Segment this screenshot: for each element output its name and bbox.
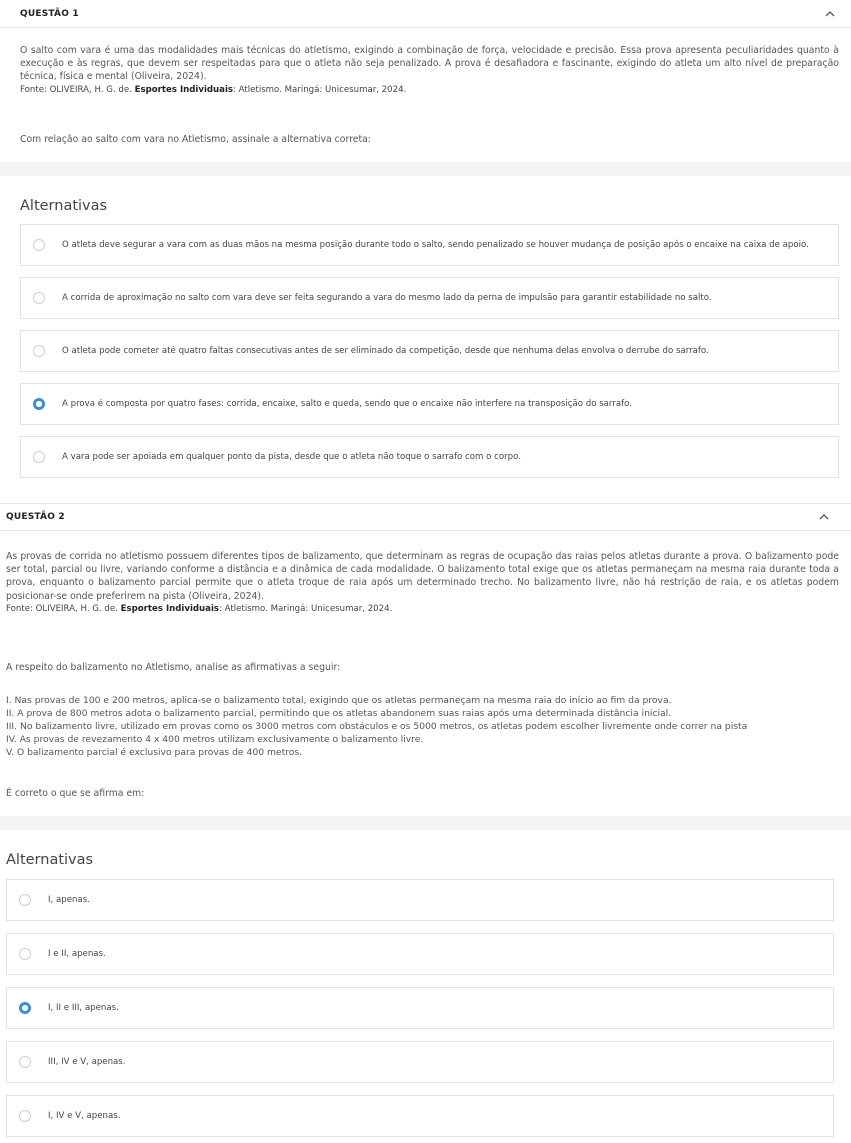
option-label: I, IV e V, apenas. bbox=[48, 1111, 121, 1121]
question-1-title: QUESTÃO 1 bbox=[20, 8, 79, 19]
q2-option-2[interactable] bbox=[6, 933, 834, 975]
question-1-body bbox=[20, 44, 839, 96]
radio-button[interactable] bbox=[19, 948, 31, 960]
chevron-up-icon[interactable] bbox=[821, 5, 839, 23]
q2-option-4[interactable] bbox=[6, 1041, 834, 1083]
question-2-title: QUESTÃO 2 bbox=[6, 512, 65, 522]
q1-option-5[interactable] bbox=[20, 436, 839, 478]
radio-button[interactable] bbox=[19, 1002, 31, 1014]
question-1-text: O salto com vara é uma das modalidades mais técnicas do atletismo, exigindo a combinação de força, velocidade e precisão. Essa prova apresenta peculiaridades quanto à execução e às regras, que devem ser respeitadas para que o atleta não seja penalizado. A prova é desafiadora e fascinante, exigindo do atleta um alto nível de preparação técnica, física e mental (Oliveira, 2024). bbox=[20, 45, 839, 83]
q2-option-1[interactable] bbox=[6, 879, 834, 921]
statement-v: V. O balizamento parcial é exclusivo para provas de 400 metros. bbox=[6, 747, 303, 759]
statement-iv: IV. As provas de revezamento 4 x 400 metros utilizam exclusivamente o balizamento livre. bbox=[6, 734, 424, 746]
question-1-prompt: Com relação ao salto com vara no Atletismo, assinale a alternativa correta: bbox=[20, 134, 371, 145]
question-2-closing: É correto o que se afirma em: bbox=[6, 788, 145, 799]
section-divider bbox=[0, 816, 851, 830]
statement-ii: II. A prova de 800 metros adota o balizamento parcial, permitindo que os atletas abandonem suas raias após uma determinada distância inicial. bbox=[6, 708, 672, 720]
radio-button[interactable] bbox=[33, 345, 45, 357]
question-2-text: As provas de corrida no atletismo possuem diferentes tipos de balizamento, que determinam as regras de ocupação das raias pelos atletas durante a prova. O balizamento pode ser total, parcial ou livre, variando conforme a distância e a dinâmica de cada modalidade. O balizamento total exige que os atletas permaneçam na mesma raia durante toda a prova, enquanto o balizamento parcial permite que o atleta troque de raia após um determinado trecho. No balizamento livre, não há restrição de raia, e os atletas podem posicionar-se onde preferirem na pista (Oliveira, 2024). bbox=[6, 551, 839, 602]
radio-button[interactable] bbox=[33, 451, 45, 463]
q1-option-4[interactable] bbox=[20, 383, 839, 425]
radio-button[interactable] bbox=[33, 292, 45, 304]
option-label: A prova é composta por quatro fases: corrida, encaixe, salto e queda, sendo que o encaixe não interfere na transposição do sarrafo. bbox=[62, 399, 632, 409]
option-label: A corrida de aproximação no salto com vara deve ser feita segurando a vara do mesmo lado da perna de impulsão para garantir estabilidade no salto. bbox=[62, 293, 712, 303]
question-2-header[interactable] bbox=[0, 503, 851, 531]
radio-button[interactable] bbox=[33, 239, 45, 251]
question-2-alternatives-title: Alternativas bbox=[6, 852, 94, 868]
radio-button[interactable] bbox=[19, 894, 31, 906]
option-label: III, IV e V, apenas. bbox=[48, 1057, 126, 1067]
option-label: I, II e III, apenas. bbox=[48, 1003, 119, 1013]
q2-option-5[interactable] bbox=[6, 1095, 834, 1137]
question-1-source: Fonte: OLIVEIRA, H. G. de. Esportes Individuais: Atletismo. Maringá: Unicesumar, 2024. bbox=[20, 84, 407, 95]
option-label: I, apenas. bbox=[48, 895, 90, 905]
question-2-source: Fonte: OLIVEIRA, H. G. de. Esportes Individuais: Atletismo. Maringá: Unicesumar, 2024. bbox=[6, 603, 393, 614]
q1-option-1[interactable] bbox=[20, 224, 839, 266]
radio-button[interactable] bbox=[19, 1056, 31, 1068]
option-label: O atleta pode cometer até quatro faltas consecutivas antes de ser eliminado da competição, desde que nenhuma delas envolva o derrube do sarrafo. bbox=[62, 346, 709, 356]
q1-option-2[interactable] bbox=[20, 277, 839, 319]
option-label: O atleta deve segurar a vara com as duas mãos na mesma posição durante todo o salto, sendo penalizado se houver mudança de posição após o encaixe na caixa de apoio. bbox=[62, 240, 809, 250]
question-2-prompt: A respeito do balizamento no Atletismo, analise as afirmativas a seguir: bbox=[6, 662, 341, 673]
statement-iii: III. No balizamento livre, utilizado em provas como os 3000 metros com obstáculos e os 5000 metros, os atletas podem escolher livremente onde correr na pista bbox=[6, 721, 748, 733]
question-1-alternatives-title: Alternativas bbox=[20, 198, 108, 214]
question-2-body bbox=[6, 550, 839, 615]
radio-button[interactable] bbox=[33, 398, 45, 410]
radio-button[interactable] bbox=[19, 1110, 31, 1122]
chevron-up-icon[interactable] bbox=[815, 508, 833, 526]
q1-option-3[interactable] bbox=[20, 330, 839, 372]
option-label: A vara pode ser apoiada em qualquer ponto da pista, desde que o atleta não toque o sarrafo com o corpo. bbox=[62, 452, 521, 462]
q2-option-3[interactable] bbox=[6, 987, 834, 1029]
statement-i: I. Nas provas de 100 e 200 metros, aplica-se o balizamento total, exigindo que os atletas permaneçam na mesma raia do início ao fim da prova. bbox=[6, 695, 672, 706]
option-label: I e II, apenas. bbox=[48, 949, 106, 959]
question-1-header[interactable] bbox=[0, 0, 851, 28]
section-divider bbox=[0, 162, 851, 176]
question-2-statements bbox=[6, 694, 841, 759]
